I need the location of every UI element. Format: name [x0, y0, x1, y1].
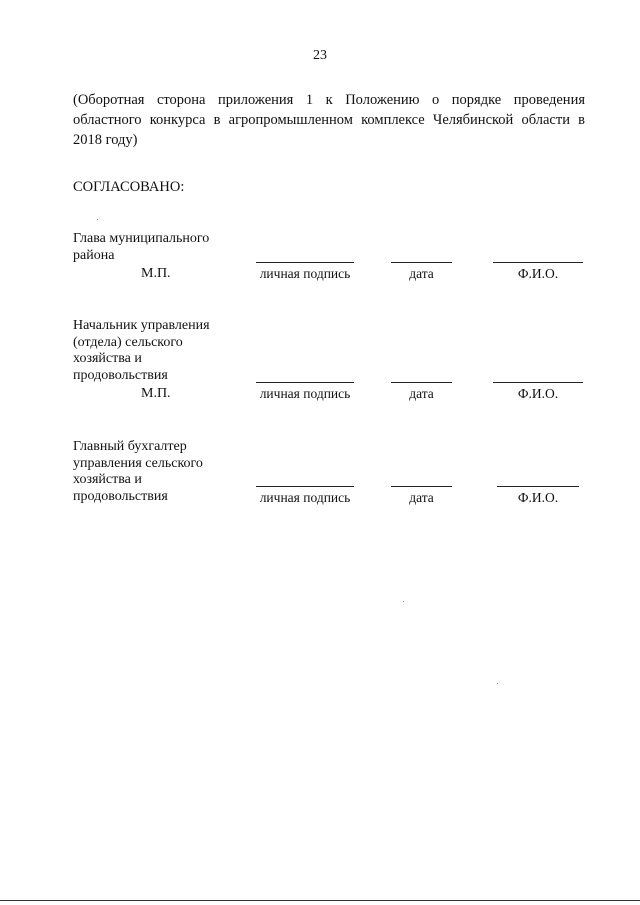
signer-title-line: Главный бухгалтер	[73, 439, 187, 454]
intro-line: (Оборотная сторона приложения 1 к Положению о порядке проведения	[73, 92, 585, 108]
signature-line	[256, 382, 354, 383]
signature-line	[256, 486, 354, 487]
signer-title-line: Глава муниципального	[73, 231, 210, 246]
approved-heading: СОГЛАСОВАНО:	[73, 179, 185, 195]
signer-title-line: (отдела) сельского	[73, 334, 183, 350]
date-line	[391, 382, 452, 383]
stamp-label: М.П.	[141, 386, 171, 401]
signer-title-line: продовольствия	[73, 367, 168, 383]
name-caption: Ф.И.О.	[517, 490, 559, 505]
intro-line: 2018 году)	[73, 132, 138, 148]
date-caption: дата	[409, 266, 434, 281]
date-line	[391, 262, 452, 263]
scan-speck	[403, 601, 404, 602]
date-caption: дата	[409, 386, 434, 401]
page-bottom-rule	[0, 900, 640, 901]
date-line	[391, 486, 452, 487]
scan-speck	[97, 219, 98, 220]
signer-title	[73, 318, 233, 384]
signer-title-line: управления сельского	[73, 455, 203, 471]
signature-caption: личная подпись	[259, 490, 351, 505]
signer-title	[73, 439, 233, 505]
name-line	[497, 486, 579, 487]
date-caption: дата	[409, 490, 434, 505]
page-number: 23	[313, 48, 327, 63]
scan-speck	[497, 683, 498, 684]
signer-title-line: района	[73, 247, 115, 263]
name-line	[493, 262, 583, 263]
name-caption: Ф.И.О.	[517, 266, 559, 281]
signature-line	[256, 262, 354, 263]
signer-title	[73, 231, 233, 264]
stamp-label: М.П.	[141, 266, 171, 281]
intro-paragraph	[73, 90, 585, 150]
signer-title-line: Начальник управления	[73, 318, 210, 333]
signature-caption: личная подпись	[259, 266, 351, 281]
signer-title-line: хозяйства и	[73, 351, 142, 366]
name-caption: Ф.И.О.	[517, 386, 559, 401]
intro-line: областного конкурса в агропромышленном комплексе Челябинской области в	[73, 112, 585, 128]
name-line	[493, 382, 583, 383]
signer-title-line: продовольствия	[73, 488, 168, 504]
signature-caption: личная подпись	[259, 386, 351, 401]
signer-title-line: хозяйства и	[73, 472, 142, 487]
